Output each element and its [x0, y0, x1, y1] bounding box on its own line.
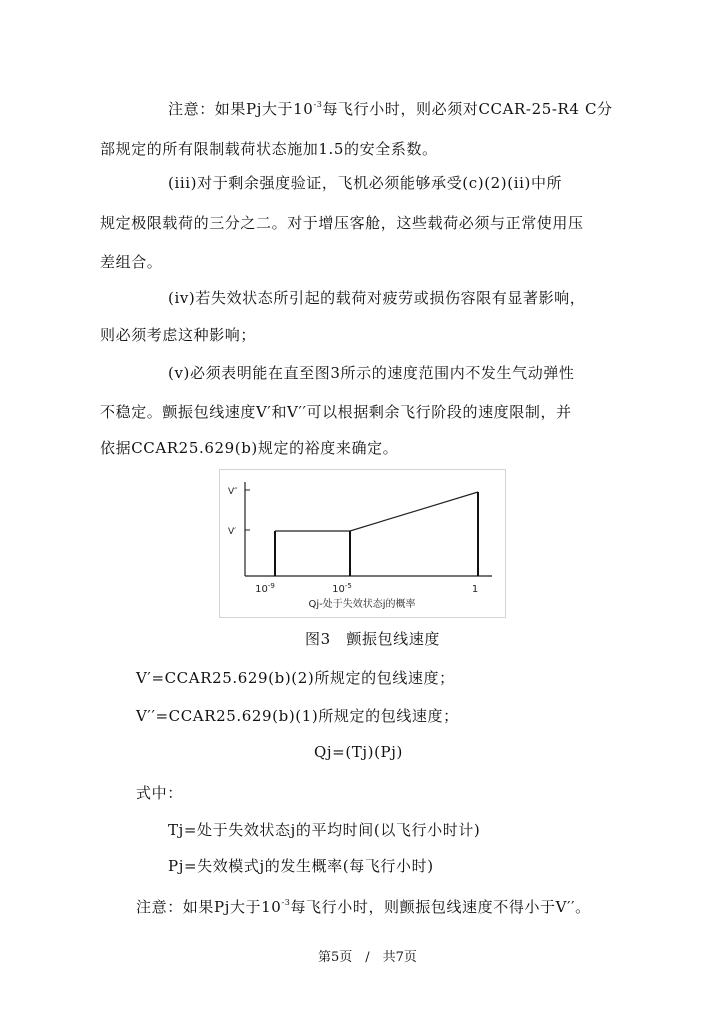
envelope-series-line	[275, 492, 478, 531]
item-v-line-2: 不稳定。颤振包线速度V′和V′′可以根据剩余飞行阶段的速度限制，并	[100, 403, 572, 421]
v-double-prime-definition: V′′=CCAR25.629(b)(1)所规定的包线速度；	[136, 707, 459, 725]
tj-definition: Tj=处于失效状态j的平均时间(以飞行小时计)	[168, 821, 481, 839]
qj-formula: Qj=(Tj)(Pj)	[314, 743, 403, 761]
note-2-line	[136, 893, 591, 917]
item-iv-line-2: 则必须考虑这种影响；	[100, 326, 257, 344]
note-exponent: -3	[313, 100, 323, 109]
x-tick-label-1e-9: $10^{-9}$	[255, 582, 275, 595]
y-tick-label-v-prime: V′	[228, 527, 237, 537]
item-iv-line-1: (iv)若失效状态所引起的载荷对疲劳或损伤容限有显著影响，	[168, 289, 586, 307]
x-tick-label-1e-5: $10^{-5}$	[332, 582, 352, 595]
note-2-exponent: -3	[281, 898, 291, 907]
flutter-envelope-figure	[219, 469, 506, 618]
page-footer: 第5页 / 共7页	[318, 950, 417, 965]
pj-definition: Pj=失效模式j的发生概率(每飞行小时)	[168, 857, 434, 875]
item-v-line-3: 依据CCAR25.629(b)规定的裕度来确定。	[100, 439, 399, 457]
where-label: 式中：	[136, 784, 183, 802]
v-prime-definition: V′=CCAR25.629(b)(2)所规定的包线速度；	[136, 669, 455, 687]
flutter-envelope-chart	[220, 470, 505, 617]
item-iii-line-2: 规定极限载荷的三分之二。对于增压客舱，这些载荷必须与正常使用压	[100, 214, 584, 232]
note-paragraph-line	[168, 95, 613, 119]
y-tick-label-v-double-prime: V″	[228, 487, 238, 497]
note-paragraph-line-2: 部规定的所有限制载荷状态施加1.5的安全系数。	[100, 140, 438, 158]
x-axis-label: Qj-处于失效状态j的概率	[308, 599, 416, 610]
x-tick-label-1: 1	[471, 584, 479, 595]
note-text-a: 注意：如果Pj大于10	[168, 100, 314, 118]
item-iii-line-3: 差组合。	[100, 253, 163, 271]
item-iii-line-1: (iii)对于剩余强度验证，飞机必须能够承受(c)(2)(ii)中所	[168, 174, 563, 192]
note-text-b: 每飞行小时，则必须对CCAR-25-R4 C分	[322, 100, 613, 118]
note-2-text-b: 每飞行小时，则颤振包线速度不得小于V′′。	[290, 898, 591, 916]
item-v-line-1: (v)必须表明能在直至图3所示的速度范围内不发生气动弹性	[168, 364, 575, 382]
figure-caption: 图3 颤振包线速度	[305, 630, 440, 648]
note-2-text-a: 注意：如果Pj大于10	[136, 898, 282, 916]
